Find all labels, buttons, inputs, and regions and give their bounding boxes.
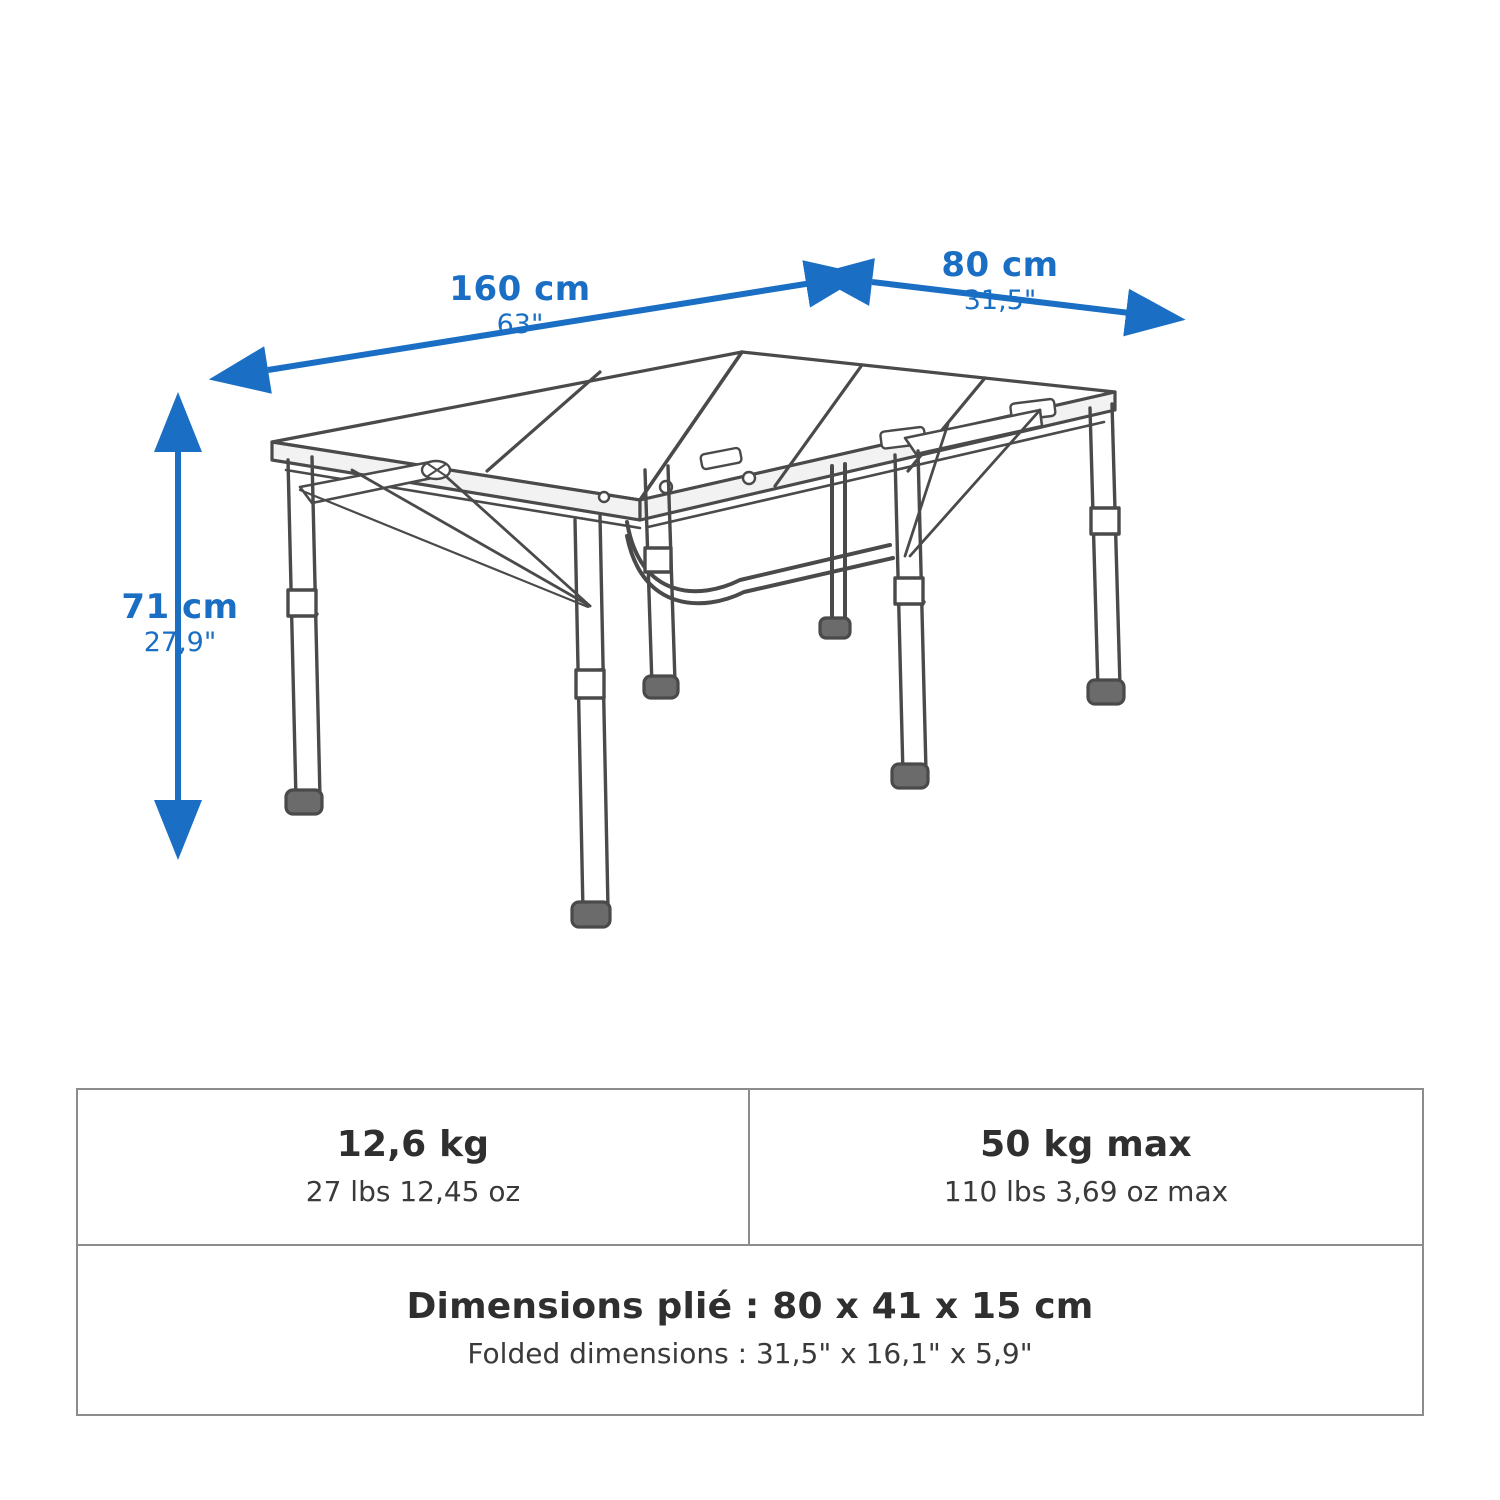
max-load-imperial: 110 lbs 3,69 oz max bbox=[943, 1175, 1229, 1208]
dimension-width-imperial: 31,5" bbox=[963, 284, 1037, 316]
weight-imperial: 27 lbs 12,45 oz bbox=[305, 1175, 521, 1208]
folded-imperial: Folded dimensions : 31,5" x 16,1" x 5,9" bbox=[467, 1337, 1033, 1370]
dimension-label-length bbox=[395, 269, 645, 340]
folded-metric: Dimensions plié : 80 x 41 x 15 cm bbox=[406, 1286, 1094, 1327]
weight-metric: 12,6 kg bbox=[336, 1124, 490, 1165]
max-load-metric: 50 kg max bbox=[980, 1124, 1192, 1165]
spec-row-top bbox=[78, 1090, 1422, 1246]
spec-table bbox=[76, 1088, 1424, 1416]
dimension-height-imperial: 27,9" bbox=[143, 626, 217, 658]
spec-row-bottom bbox=[78, 1246, 1422, 1414]
spec-cell-folded bbox=[78, 1246, 1422, 1414]
dimension-width-metric: 80 cm bbox=[941, 245, 1059, 285]
dimension-length-imperial: 63" bbox=[496, 308, 544, 340]
dimension-length-metric: 160 cm bbox=[449, 269, 591, 309]
dimension-label-height bbox=[80, 587, 280, 658]
table-drawing bbox=[272, 352, 1124, 927]
dimension-height-metric: 71 cm bbox=[121, 587, 239, 627]
spec-cell-max-load bbox=[750, 1090, 1422, 1244]
spec-cell-weight bbox=[78, 1090, 750, 1244]
dimension-label-width bbox=[880, 245, 1120, 316]
